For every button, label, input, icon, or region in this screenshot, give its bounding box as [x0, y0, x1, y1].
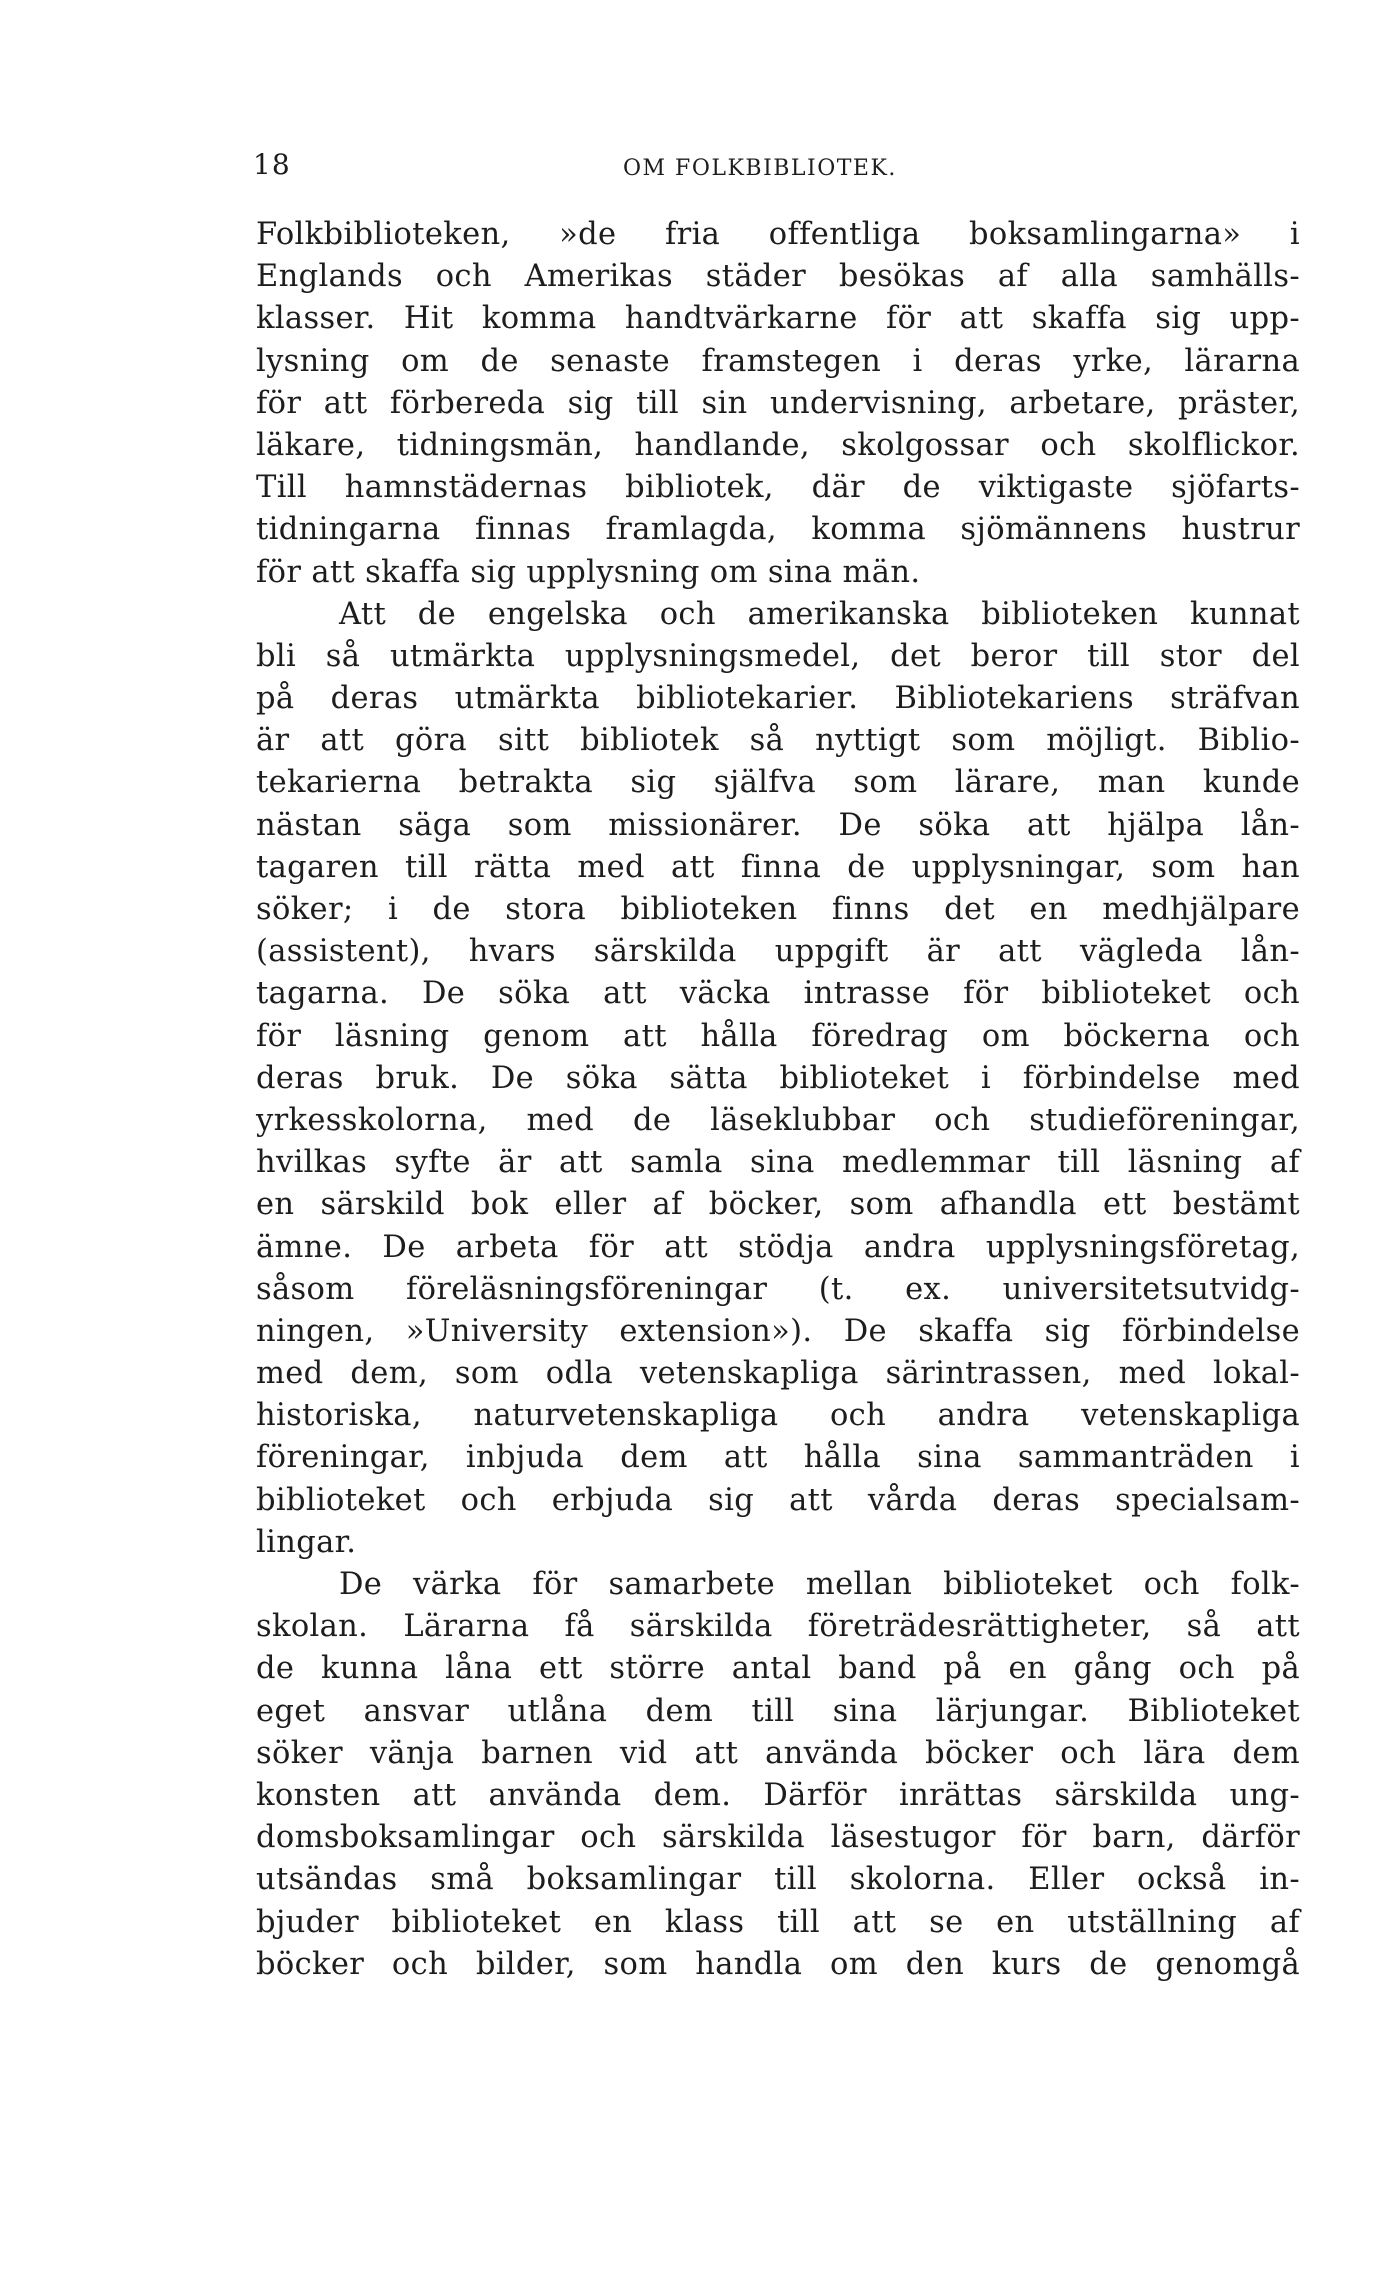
running-head: OM FOLKBIBLIOTEK.: [623, 156, 897, 181]
text-line: (assistent), hvars särskilda uppgift är att vägleda lån-: [256, 934, 1300, 970]
text-line: för att skaffa sig upplysning om sina män.: [256, 554, 921, 590]
text-line: lysning om de senaste framstegen i deras yrke, lärarna: [256, 343, 1300, 379]
text-line: historiska, naturvetenskapliga och andra vetenskapliga: [256, 1398, 1300, 1434]
text-line: Englands och Amerikas städer besökas af alla samhälls-: [256, 259, 1300, 295]
text-line: De värka för samarbete mellan biblioteket och folk-: [339, 1567, 1300, 1602]
text-line: bli så utmärkta upplysningsmedel, det beror till stor del: [256, 638, 1300, 674]
text-line: tidningarna finnas framlagda, komma sjömännens hustrur: [256, 512, 1300, 548]
text-line: söker vänja barnen vid att använda böcker och lära dem: [256, 1735, 1300, 1771]
text-line: hvilkas syfte är att samla sina medlemmar till läsning af: [256, 1145, 1300, 1181]
text-line: en särskild bok eller af böcker, som afhandla ett bestämt: [256, 1187, 1300, 1223]
text-line: nästan säga som missionärer. De söka att hjälpa lån-: [256, 807, 1300, 843]
text-line: skolan. Lärarna få särskilda företrädesrättigheter, så att: [256, 1609, 1300, 1645]
text-line: tagarna. De söka att väcka intrasse för biblioteket och: [256, 976, 1300, 1012]
text-line: såsom föreläsningsföreningar (t. ex. universitetsutvidg-: [256, 1271, 1300, 1307]
text-line: lingar.: [256, 1524, 357, 1560]
text-line: ningen, »University extension»). De skaffa sig förbindelse: [256, 1313, 1300, 1349]
text-line: de kunna låna ett större antal band på en gång och på: [256, 1651, 1300, 1687]
text-line: läkare, tidningsmän, handlande, skolgossar och skolflickor.: [256, 427, 1300, 463]
text-line: tagaren till rätta med att finna de upplysningar, som han: [256, 849, 1300, 885]
text-line: Folkbiblioteken, »de fria offentliga boksamlingarna» i: [256, 217, 1300, 252]
text-line: bjuder biblioteket en klass till att se en utställning af: [256, 1904, 1300, 1940]
text-line: böcker och bilder, som handla om den kurs de genomgå: [256, 1946, 1300, 1982]
text-line: är att göra sitt bibliotek så nyttigt som möjligt. Biblio-: [256, 723, 1300, 759]
page-number: 18: [253, 148, 291, 181]
text-line: deras bruk. De söka sätta biblioteket i förbindelse med: [256, 1060, 1300, 1096]
text-line: tekarierna betrakta sig själfva som lärare, man kunde: [256, 765, 1300, 801]
text-line: biblioteket och erbjuda sig att vårda deras specialsam-: [256, 1482, 1300, 1518]
text-line: för att förbereda sig till sin undervisning, arbetare, präster,: [256, 385, 1300, 421]
body-text: [256, 214, 1300, 1986]
text-line: eget ansvar utlåna dem till sina lärjungar. Biblioteket: [256, 1693, 1300, 1729]
text-line: föreningar, inbjuda dem att hålla sina sammanträden i: [256, 1440, 1300, 1476]
text-line: Till hamnstädernas bibliotek, där de viktigaste sjöfarts-: [256, 470, 1300, 506]
text-line: utsändas små boksamlingar till skolorna. Eller också in-: [256, 1862, 1300, 1898]
page-header: [253, 148, 1293, 188]
text-line: på deras utmärkta bibliotekarier. Bibliotekariens sträfvan: [256, 681, 1300, 717]
text-line: Att de engelska och amerikanska biblioteken kunnat: [339, 596, 1300, 632]
text-line: klasser. Hit komma handtvärkarne för att skaffa sig upp-: [256, 301, 1300, 337]
text-line: ämne. De arbeta för att stödja andra upplysningsföretag,: [256, 1229, 1300, 1265]
text-line: domsboksamlingar och särskilda läsestugor för barn, därför: [256, 1820, 1300, 1856]
text-line: med dem, som odla vetenskapliga särintrassen, med lokal-: [256, 1356, 1300, 1392]
text-line: yrkesskolorna, med de läseklubbar och studieföreningar,: [256, 1102, 1300, 1138]
text-line: för läsning genom att hålla föredrag om böckerna och: [256, 1018, 1300, 1054]
text-line: söker; i de stora biblioteken finns det en medhjälpare: [256, 892, 1300, 927]
text-line: konsten att använda dem. Därför inrättas särskilda ung-: [256, 1777, 1300, 1813]
